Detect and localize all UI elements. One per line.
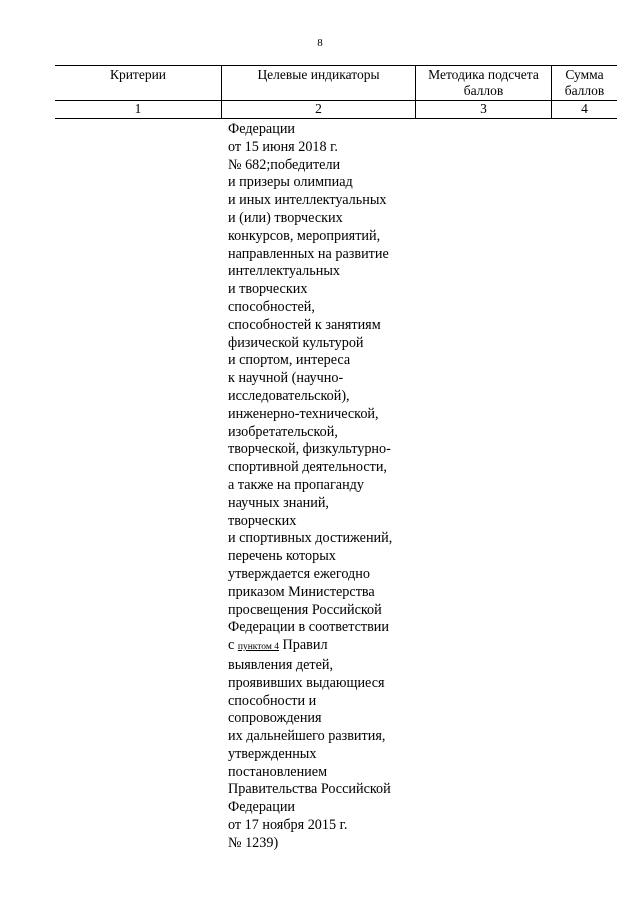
- text-line: научных знаний,: [228, 494, 329, 511]
- column-number-3: 3: [415, 101, 551, 118]
- text-line: просвещения Российской: [228, 601, 382, 618]
- text-line: творческих: [228, 512, 297, 529]
- text-block-after-link: [228, 657, 420, 853]
- text-line: Федерации: [228, 121, 296, 137]
- text-line: № 1239): [228, 834, 279, 851]
- text-line: Правительства Российской: [228, 781, 391, 798]
- text-line-with-link: [228, 637, 420, 657]
- text-line: творческой, физкультурно-: [228, 441, 391, 458]
- text-line: способностей к занятиям: [228, 316, 381, 333]
- text-line: выявления детей,: [228, 656, 334, 673]
- text-line: и спортом, интереса: [228, 352, 351, 369]
- text-line: физической культурой: [228, 334, 364, 351]
- text-line: проявивших выдающиеся: [228, 674, 385, 691]
- text-line: изобретательской,: [228, 423, 338, 440]
- text-line: перечень которых: [228, 548, 336, 565]
- text-line: утвержденных: [228, 745, 317, 762]
- text-line: утверждается ежегодно: [228, 565, 370, 582]
- text-line: и (или) творческих: [228, 209, 343, 226]
- text-line: спортивной деятельности,: [228, 459, 387, 476]
- text-line: от 15 июня 2018 г.: [228, 138, 338, 155]
- link-suffix: Правил: [279, 637, 328, 654]
- text-line: и спортивных достижений,: [228, 530, 393, 547]
- rule-clause-link[interactable]: пунктом 4: [237, 642, 279, 653]
- text-line: их дальнейшего развития,: [228, 728, 386, 745]
- header-target-indicators: Целевые индикаторы: [221, 66, 415, 100]
- text-line: и призеры олимпиад: [228, 174, 353, 191]
- text-line: способностей,: [228, 298, 315, 315]
- table-header-row: [55, 65, 617, 101]
- text-block-before-link: [228, 121, 420, 637]
- header-criteria: Критерии: [109, 67, 167, 82]
- header-score-sum: Сумма баллов: [551, 66, 617, 100]
- criteria-table: [55, 65, 617, 119]
- text-line: способности и: [228, 692, 317, 709]
- text-line: сопровождения: [228, 710, 322, 727]
- column-number-row: [55, 101, 617, 119]
- text-line: Федерации: [228, 799, 296, 816]
- text-line: от 17 ноября 2015 г.: [228, 817, 348, 834]
- text-line: направленных на развитие: [228, 245, 389, 262]
- text-line: исследовательской),: [228, 387, 350, 404]
- text-line: инженерно-технической,: [228, 405, 379, 422]
- column-number-4: 4: [551, 101, 617, 118]
- text-line: и иных интеллектуальных: [228, 192, 387, 209]
- text-line: конкурсов, мероприятий,: [228, 227, 381, 244]
- text-line: № 682;победители: [228, 156, 341, 173]
- text-line: а также на пропаганду: [228, 476, 364, 493]
- header-scoring-method: Методика подсчета баллов: [415, 66, 551, 100]
- column-number-1: 1: [134, 101, 142, 116]
- text-line: постановлением: [228, 763, 328, 780]
- text-line: интеллектуальных: [228, 263, 340, 280]
- column-number-2: 2: [221, 101, 415, 118]
- text-line: Федерации в соответствии: [228, 619, 389, 636]
- text-line: и творческих: [228, 281, 308, 298]
- page-number: 8: [317, 37, 323, 49]
- text-line: к научной (научно-: [228, 370, 344, 387]
- link-prefix: с: [228, 637, 238, 654]
- text-line: приказом Министерства: [228, 583, 375, 600]
- target-indicators-text: [228, 121, 420, 853]
